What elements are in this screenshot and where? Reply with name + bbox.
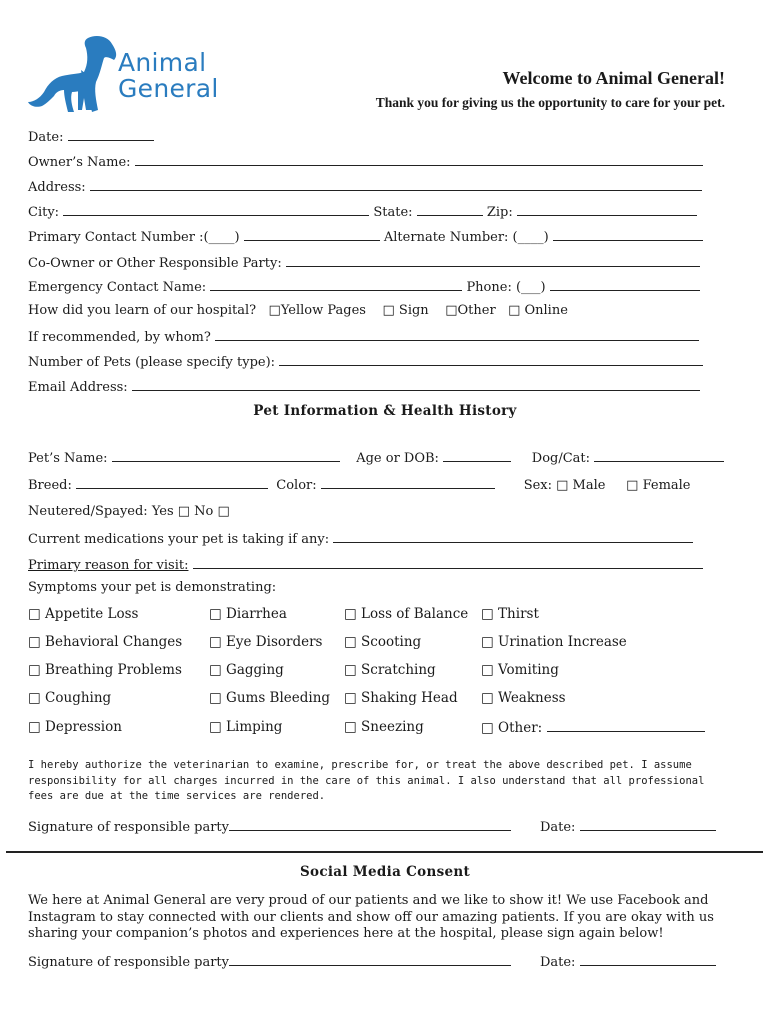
sex-female-option[interactable]: □ Female <box>626 478 691 493</box>
recommended-field[interactable] <box>215 328 699 341</box>
emergency-row <box>28 278 700 296</box>
symptom-shaking-head[interactable]: □ Shaking Head <box>344 690 458 706</box>
option-other[interactable]: □Other <box>445 303 496 318</box>
option-sign[interactable]: □ Sign <box>382 303 429 318</box>
signature-field[interactable] <box>229 818 511 831</box>
pet-section-title: Pet Information & Health History <box>253 403 517 419</box>
date-row <box>28 128 154 146</box>
signature-row <box>28 818 716 836</box>
breed-row <box>28 476 691 494</box>
symptoms-intro: Symptoms your pet is demonstrating: <box>28 580 277 595</box>
email-label: Email Address: <box>28 380 128 395</box>
symptom-weakness[interactable]: □ Weakness <box>481 690 566 706</box>
num-pets-field[interactable] <box>279 353 703 366</box>
medications-label: Current medications your pet is taking if any: <box>28 532 330 547</box>
color-label: Color: <box>276 478 317 493</box>
symptom-scooting[interactable]: □ Scooting <box>344 634 422 650</box>
symptom-other-label[interactable]: □ Other: <box>481 720 543 736</box>
sex-male-option[interactable]: Sex: □ Male <box>523 478 606 493</box>
owner-name-row <box>28 153 703 171</box>
symptom-loss-of-balance[interactable]: □ Loss of Balance <box>344 606 469 622</box>
city-field[interactable] <box>63 203 369 216</box>
primary-contact-field[interactable] <box>244 228 380 241</box>
alternate-number-label: Alternate Number: (____) <box>383 230 549 245</box>
symptom-diarrhea[interactable]: □ Diarrhea <box>209 606 287 622</box>
owner-name-label: Owner’s Name: <box>28 155 131 170</box>
symptom-gagging[interactable]: □ Gagging <box>209 662 284 678</box>
symptom-scratching[interactable]: □ Scratching <box>344 662 436 678</box>
option-yellow-pages[interactable]: □Yellow Pages <box>268 303 366 318</box>
dog-cat-logo-icon <box>26 34 121 114</box>
co-owner-label: Co-Owner or Other Responsible Party: <box>28 256 282 271</box>
dog-cat-field[interactable] <box>594 449 724 462</box>
symptom-depression[interactable]: □ Depression <box>28 719 122 735</box>
reason-row <box>28 556 703 574</box>
state-field[interactable] <box>417 203 483 216</box>
animal-general-logo <box>26 34 236 114</box>
phone-field[interactable] <box>550 278 700 291</box>
social-section-title: Social Media Consent <box>299 864 471 880</box>
breed-label: Breed: <box>28 478 72 493</box>
social-consent-text: We here at Animal General are very proud of our patients and we like to show it! We use Facebook and Instagram to stay connected with our clients and show off our amazing patients. If you are okay with us sharing your companion’s photos and experiences here at the hospital, please sign again below! <box>28 893 714 941</box>
phone-label: Phone: (___) <box>466 280 546 295</box>
symptom-appetite-loss[interactable]: □ Appetite Loss <box>28 606 139 622</box>
breed-field[interactable] <box>76 476 268 489</box>
symptom-urination-increase[interactable]: □ Urination Increase <box>481 634 627 650</box>
email-row <box>28 378 700 396</box>
reason-field[interactable] <box>193 556 703 569</box>
age-dob-field[interactable] <box>443 449 511 462</box>
symptom-other-field[interactable] <box>547 719 705 732</box>
age-dob-label: Age or DOB: <box>356 451 439 466</box>
welcome-heading: Welcome to Animal General! <box>502 68 725 88</box>
signature-date-field[interactable] <box>580 818 716 831</box>
social-signature-field[interactable] <box>229 953 511 966</box>
primary-contact-label: Primary Contact Number :(____) <box>28 230 240 245</box>
alternate-number-field[interactable] <box>553 228 703 241</box>
signature-date-label: Date: <box>539 820 576 835</box>
symptom-limping[interactable]: □ Limping <box>209 719 283 735</box>
option-online[interactable]: □ Online <box>508 303 568 318</box>
symptom-sneezing[interactable]: □ Sneezing <box>344 719 424 735</box>
medications-row <box>28 530 693 548</box>
symptoms-intro-row <box>28 580 276 596</box>
learn-question: How did you learn of our hospital? <box>28 303 257 318</box>
address-row <box>28 178 702 196</box>
social-signature-row <box>28 953 716 971</box>
symptom-thirst[interactable]: □ Thirst <box>481 606 539 622</box>
city-row <box>28 203 697 221</box>
date-label: Date: <box>28 130 64 145</box>
city-label: City: <box>28 205 60 220</box>
dog-cat-label: Dog/Cat: <box>531 451 591 466</box>
num-pets-row <box>28 353 703 371</box>
neutered-label[interactable]: Neutered/Spayed: Yes □ No □ <box>28 504 230 519</box>
authorization-text: I hereby authorize the veterinarian to examine, prescribe for, or treat the above described pet. I assume responsibility for all charges incurred in the care of this animal. I also understand that all professional fees are due at the time services are rendered. <box>28 759 705 802</box>
email-field[interactable] <box>132 378 700 391</box>
zip-field[interactable] <box>517 203 697 216</box>
signature-label: Signature of responsible party <box>28 820 230 835</box>
color-field[interactable] <box>321 476 495 489</box>
symptom-gums-bleeding[interactable]: □ Gums Bleeding <box>209 690 331 706</box>
symptom-behavioral-changes[interactable]: □ Behavioral Changes <box>28 634 183 650</box>
social-signature-label: Signature of responsible party <box>28 955 230 970</box>
recommended-row <box>28 328 699 346</box>
co-owner-field[interactable] <box>286 254 700 267</box>
address-label: Address: <box>28 180 86 195</box>
co-owner-row <box>28 254 700 272</box>
pet-name-field[interactable] <box>112 449 340 462</box>
symptom-other <box>481 719 705 736</box>
thanks-subheading: Thank you for giving us the opportunity to care for your pet. <box>375 95 725 110</box>
date-field[interactable] <box>68 128 154 141</box>
symptom-breathing-problems[interactable]: □ Breathing Problems <box>28 662 182 678</box>
owner-name-field[interactable] <box>135 153 703 166</box>
section-divider <box>6 851 763 853</box>
neutered-row <box>28 504 230 520</box>
recommended-label: If recommended, by whom? <box>28 330 211 345</box>
pet-name-label: Pet’s Name: <box>28 451 108 466</box>
symptom-coughing[interactable]: □ Coughing <box>28 690 112 706</box>
symptom-vomiting[interactable]: □ Vomiting <box>481 662 559 678</box>
num-pets-label: Number of Pets (please specify type): <box>28 355 276 370</box>
logo-line-animal: Animal <box>118 48 207 77</box>
contact-number-row <box>28 228 703 246</box>
learn-row <box>28 303 568 319</box>
state-label: State: <box>373 205 413 220</box>
zip-label: Zip: <box>486 205 513 220</box>
medications-field[interactable] <box>333 530 693 543</box>
logo-line-general: General <box>118 74 219 103</box>
emergency-contact-label: Emergency Contact Name: <box>28 280 207 295</box>
symptom-eye-disorders[interactable]: □ Eye Disorders <box>209 634 323 650</box>
social-date-field[interactable] <box>580 953 716 966</box>
pet-name-row <box>28 449 724 467</box>
social-date-label: Date: <box>539 955 576 970</box>
address-field[interactable] <box>90 178 702 191</box>
reason-label: Primary reason for visit: <box>28 558 189 573</box>
emergency-contact-field[interactable] <box>210 278 462 291</box>
